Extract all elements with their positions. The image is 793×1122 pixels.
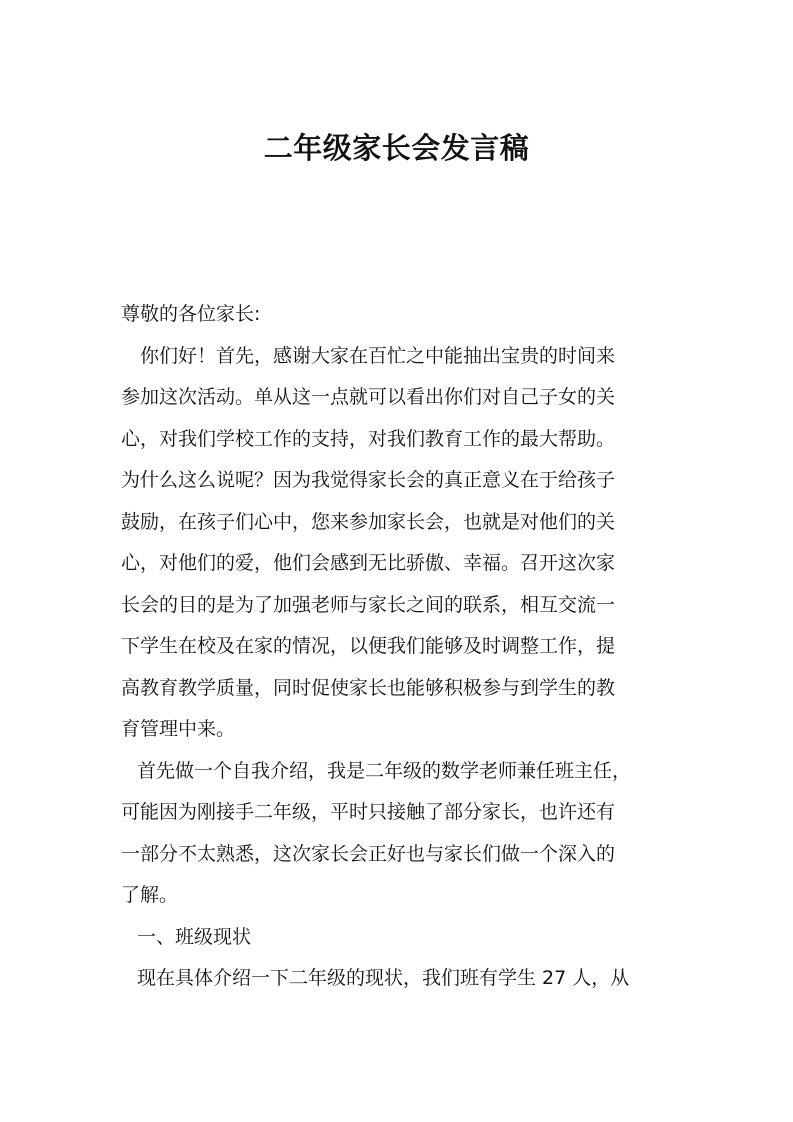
paragraph-line: 现在具体介绍一下二年级的现状，我们班有学生 27 人，从	[137, 967, 630, 989]
paragraph-line: 参加这次活动。单从这一点就可以看出你们对自己子女的关	[121, 386, 616, 408]
paragraph-line: 育管理中来。	[121, 718, 236, 740]
salutation: 尊敬的各位家长:	[121, 303, 261, 325]
paragraph-line: 长会的目的是为了加强老师与家长之间的联系，相互交流一	[121, 593, 616, 616]
paragraph-line: 了解。	[121, 884, 179, 906]
paragraph-line: 下学生在校及在家的情况，以便我们能够及时调整工作，提	[121, 635, 616, 657]
paragraph-line: 你们好！首先，感谢大家在百忙之中能抽出宝贵的时间来	[140, 344, 616, 367]
paragraph-line: 为什么这么说呢？因为我觉得家长会的真正意义在于给孩子	[121, 469, 616, 491]
paragraph-line: 心，对他们的爱，他们会感到无比骄傲、幸福。召开这次家	[121, 552, 616, 574]
document-title: 二年级家长会发言稿	[263, 131, 530, 165]
document-body	[121, 294, 681, 1000]
paragraph-line: 高教育教学质量，同时促使家长也能够积极参与到学生的教	[121, 676, 616, 699]
paragraph-line: 心，对我们学校工作的支持，对我们教育工作的最大帮助。	[121, 427, 616, 450]
paragraph-line: 首先做一个自我介绍，我是二年级的数学老师兼任班主任，	[137, 759, 632, 782]
paragraph-line: 一部分不太熟悉，这次家长会正好也与家长们做一个深入的	[121, 842, 616, 865]
section-heading: 一、班级现状	[137, 925, 252, 948]
paragraph-line: 鼓励，在孩子们心中，您来参加家长会，也就是对他们的关	[121, 510, 616, 533]
paragraph-line: 可能因为刚接手二年级，平时只接触了部分家长，也许还有	[121, 801, 616, 823]
